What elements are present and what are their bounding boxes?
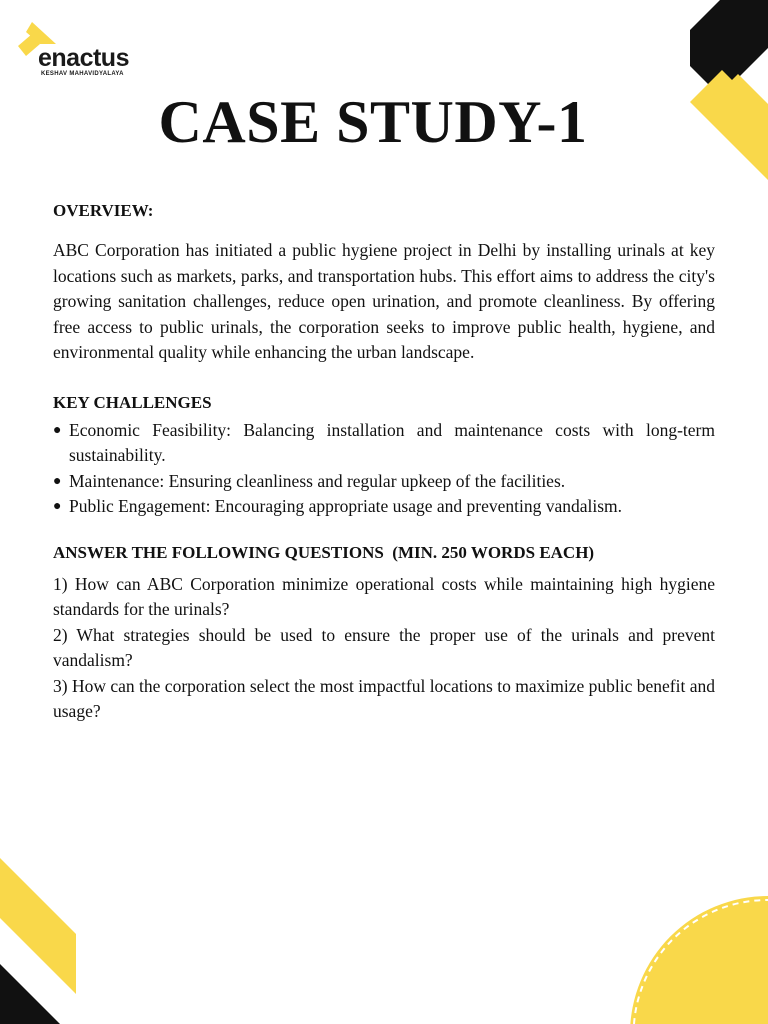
list-item: 1) How can ABC Corporation minimize operational costs while maintaining high hygiene standards for the urinals?: [53, 573, 715, 619]
logo-subtitle: KESHAV MAHAVIDYALAYA: [41, 71, 124, 77]
list-item: ● Public Engagement: Encouraging appropriate usage and preventing vandalism.: [53, 494, 715, 520]
challenges-heading: KEY CHALLENGES: [53, 392, 212, 412]
list-item: ● Economic Feasibility: Balancing installation and maintenance costs with long-term sustainability.: [53, 419, 715, 465]
logo-wordmark: enactus: [38, 44, 129, 72]
bottom-left-decoration: [0, 858, 80, 1024]
challenges-list: [53, 418, 715, 520]
enactus-logo: [16, 20, 146, 82]
bullet-icon: ●: [53, 473, 62, 489]
questions-list: [53, 572, 715, 725]
overview-heading: OVERVIEW:: [53, 201, 154, 220]
bullet-icon: ●: [53, 422, 62, 438]
document-body: [53, 198, 715, 725]
overview-paragraph: ABC Corporation has initiated a public hygiene project in Delhi by installing urinals at key locations such as markets, parks, and transportation hubs. This effort aims to address the city's growing sanitation challenges, reduce open urination, and promote cleanliness. By offering free access to public urinals, the corporation seeks to improve public health, hygiene, and environmental quality while enhancing the urban landscape.: [53, 240, 715, 362]
page-title: CASE STUDY-1: [158, 89, 588, 155]
list-item: ● Maintenance: Ensuring cleanliness and regular upkeep of the facilities.: [53, 469, 715, 495]
list-item: 3) How can the corporation select the most impactful locations to maximize public benefit and usage?: [53, 675, 715, 721]
bottom-right-circle-decoration: [620, 894, 768, 1024]
bullet-icon: ●: [53, 499, 62, 514]
list-item: 2) What strategies should be used to ensure the proper use of the urinals and prevent vandalism?: [53, 624, 715, 670]
questions-heading: ANSWER THE FOLLOWING QUESTIONS (MIN. 250 WORDS EACH): [53, 542, 595, 562]
